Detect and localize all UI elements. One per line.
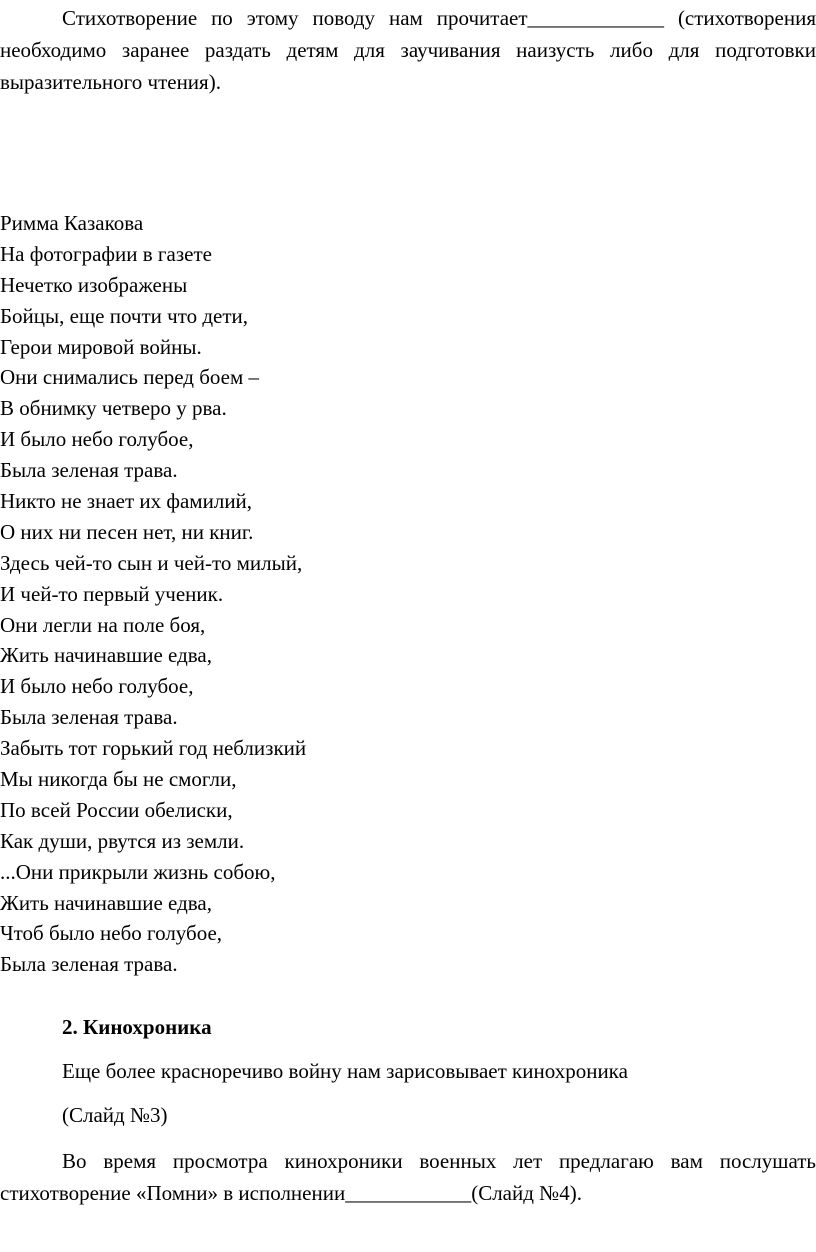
- poem-line: Как души, рвутся из земли.: [0, 828, 245, 853]
- poem-line: Они легли на поле боя,: [0, 612, 206, 637]
- poem-line: Мы никогда бы не смогли,: [0, 767, 237, 792]
- poem-line: Была зеленая трава.: [0, 458, 178, 483]
- poem-line: Чтоб было небо голубое,: [0, 921, 223, 946]
- poem-line: Нечетко изображены: [0, 272, 188, 297]
- intro-paragraph: Стихотворение по этому поводу нам прочитает_____________ (стихотворения необходимо заранее раздать детям для заучивания наизусть либо для подготовки выразительного чтения).: [0, 6, 816, 94]
- poem-line: Они снимались перед боем –: [0, 365, 260, 390]
- poem-author: Римма Казакова: [0, 211, 144, 235]
- poem-line: Жить начинавшие едва,: [0, 643, 212, 668]
- section-heading: 2. Кинохроника: [62, 1015, 212, 1039]
- intro-block: [0, 2, 816, 98]
- slide-reference: (Слайд №3): [62, 1103, 168, 1127]
- poem-block: [0, 208, 816, 980]
- poem-line: По всей России обелиски,: [0, 797, 233, 822]
- section-paragraph-newsreel: Еще более красноречиво войну нам зарисовывает кинохроника: [62, 1059, 628, 1083]
- poem-line: Герои мировой войны.: [0, 334, 202, 359]
- poem-line: Была зеленая трава.: [0, 952, 178, 977]
- poem-line: Никто не знает их фамилий,: [0, 489, 253, 514]
- poem-line: И было небо голубое,: [0, 674, 194, 699]
- poem-line: И было небо голубое,: [0, 427, 194, 452]
- poem-line: ...Они прикрыли жизнь собою,: [0, 859, 276, 884]
- poem-line: В обнимку четверо у рва.: [0, 396, 227, 421]
- poem-line: И чей-то первый ученик.: [0, 581, 224, 606]
- poem-line: Бойцы, еще почти что дети,: [0, 303, 249, 328]
- poem-line: Жить начинавшие едва,: [0, 890, 212, 915]
- poem-line: Здесь чей-то сын и чей-то милый,: [0, 550, 303, 575]
- poem-line: Забыть тот горький год неблизкий: [0, 736, 307, 761]
- poem-line: О них ни песен нет, ни книг.: [0, 519, 254, 544]
- poem-line: Была зеленая трава.: [0, 705, 178, 730]
- poem-line: На фотографии в газете: [0, 241, 212, 266]
- section-paragraph-poem-remember: Во время просмотра кинохроники военных лет предлагаю вам послушать стихотворение «Помни» в исполнении____________(Слайд №4).: [0, 1149, 816, 1205]
